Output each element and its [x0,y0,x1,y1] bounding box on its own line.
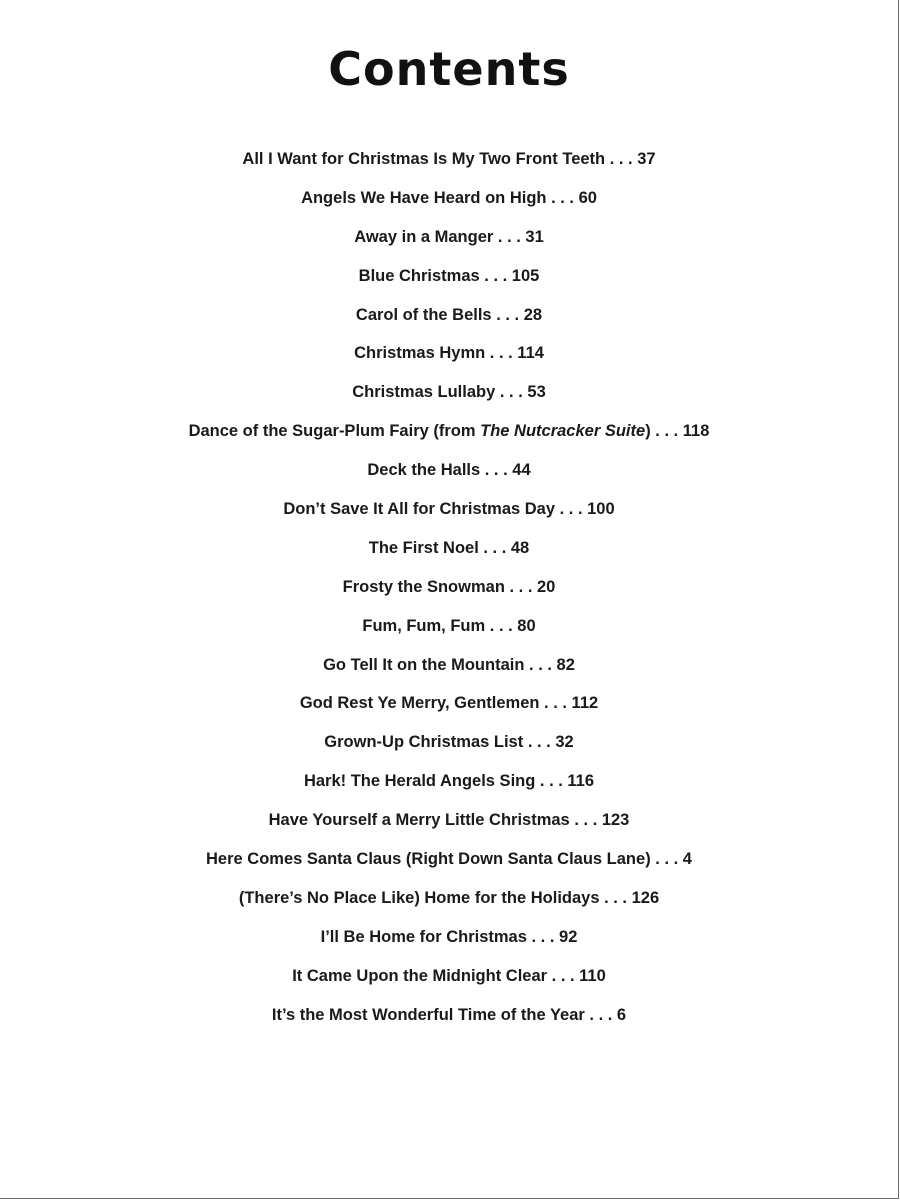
toc-entry [0,496,898,535]
entry-separator: . . . [495,383,528,402]
entry-title: The First Noel [368,538,479,557]
entry-separator: . . . [547,966,580,985]
entry-page-number: 80 [517,616,536,635]
toc-entry [0,846,898,885]
entry-title: Don’t Save It All for Christmas Day [283,500,556,519]
entry-title: Frosty the Snowman [342,577,505,596]
entry-page-number: 118 [682,422,710,441]
entry-separator: . . . [485,344,518,363]
entry-separator: . . . [524,655,557,674]
entry-separator: . . . [599,888,632,907]
toc-entry [0,535,898,574]
entry-separator: . . . [478,538,511,557]
toc-entry [0,418,898,457]
toc-entry [0,690,898,729]
entry-separator: . . . [605,150,638,168]
toc-entry [0,729,898,768]
toc-entry [0,224,898,263]
entry-title: Have Yourself a Merry Little Christmas [268,811,570,830]
toc-entry [0,807,898,846]
entry-separator: . . . [546,188,579,207]
entry-title: Angels We Have Heard on High [301,188,547,207]
entry-separator: . . . [526,927,560,946]
toc-entry [0,185,898,224]
entry-page-number: 92 [559,927,578,946]
entry-title-italic: The Nutcracker Suite [480,422,646,441]
table-of-contents [0,146,898,1040]
entry-page-number: 31 [525,227,544,246]
entry-title: It Came Upon the Midnight Clear [292,966,548,985]
toc-entry [0,963,898,1002]
toc-entry [0,574,898,613]
entry-separator: . . . [584,1005,617,1024]
entry-title-suffix: ) [645,422,651,441]
entry-page-number: 123 [601,811,630,830]
entry-page-number: 110 [579,966,606,985]
entry-separator: . . . [479,266,512,285]
entry-separator: . . . [650,850,683,869]
entry-separator: . . . [539,694,572,713]
entry-title: It’s the Most Wonderful Time of the Year [271,1005,585,1024]
entry-page-number: 126 [631,888,660,907]
toc-entry [0,768,898,807]
toc-entry [0,613,898,652]
entry-title: I’ll Be Home for Christmas [320,927,527,946]
entry-title: Christmas Lullaby [352,383,496,402]
toc-entry [0,302,898,341]
entry-page-number: 20 [537,577,556,596]
entry-title: God Rest Ye Merry, Gentlemen [299,694,540,713]
entry-separator: . . . [504,577,537,596]
entry-page-number: 100 [587,500,615,519]
entry-title: Go Tell It on the Mountain [323,655,525,674]
toc-entry [0,263,898,302]
toc-entry [0,924,898,963]
entry-title: Hark! The Herald Angels Sing [303,772,536,791]
entry-page-number: 60 [578,188,597,207]
entry-page-number: 48 [510,538,530,557]
entry-page-number: 112 [571,694,599,713]
entry-page-number: 6 [616,1005,627,1024]
entry-separator: . . . [480,461,513,480]
entry-page-number: 4 [682,850,692,869]
toc-entry [0,1002,898,1041]
entry-title: Away in a Manger [354,227,494,246]
entry-page-number: 53 [527,383,546,402]
entry-title: Christmas Hymn [354,344,486,363]
toc-entry [0,457,898,496]
entry-page-number: 44 [512,461,531,480]
toc-entry [0,652,898,691]
toc-entry [0,340,898,379]
entry-title: Grown-Up Christmas List [324,733,524,752]
entry-title: (There’s No Place Like) Home for the Holidays [238,888,600,907]
entry-separator: . . . [650,422,683,441]
entry-title: Fum, Fum, Fum [362,616,486,635]
entry-title: Blue Christmas [358,266,480,285]
toc-entry [0,146,898,185]
entry-page-number: 28 [523,305,543,324]
entry-page-number: 116 [567,772,595,791]
entry-separator: . . . [569,811,602,830]
entry-separator: . . . [555,500,588,519]
entry-page-number: 82 [556,655,575,674]
entry-title-prefix: Dance of the Sugar-Plum Fairy (from [188,422,481,441]
entry-separator: . . . [535,772,568,791]
toc-entry [0,379,898,418]
entry-title: Deck the Halls [367,461,481,480]
entry-title: Here Comes Santa Claus (Right Down Santa Claus Lane) [206,850,651,869]
entry-page-number: 32 [555,733,574,752]
entry-separator: . . . [491,305,524,324]
page-title: Contents [328,42,570,96]
entry-separator: . . . [485,616,518,635]
entry-page-number: 114 [517,344,544,363]
entry-page-number: 37 [637,150,656,168]
entry-title: All I Want for Christmas Is My Two Front Teeth [242,150,606,168]
entry-page-number: 105 [511,266,540,285]
toc-entry [0,885,898,924]
entry-separator: . . . [523,733,556,752]
entry-title: Carol of the Bells [355,305,492,324]
entry-separator: . . . [493,227,526,246]
